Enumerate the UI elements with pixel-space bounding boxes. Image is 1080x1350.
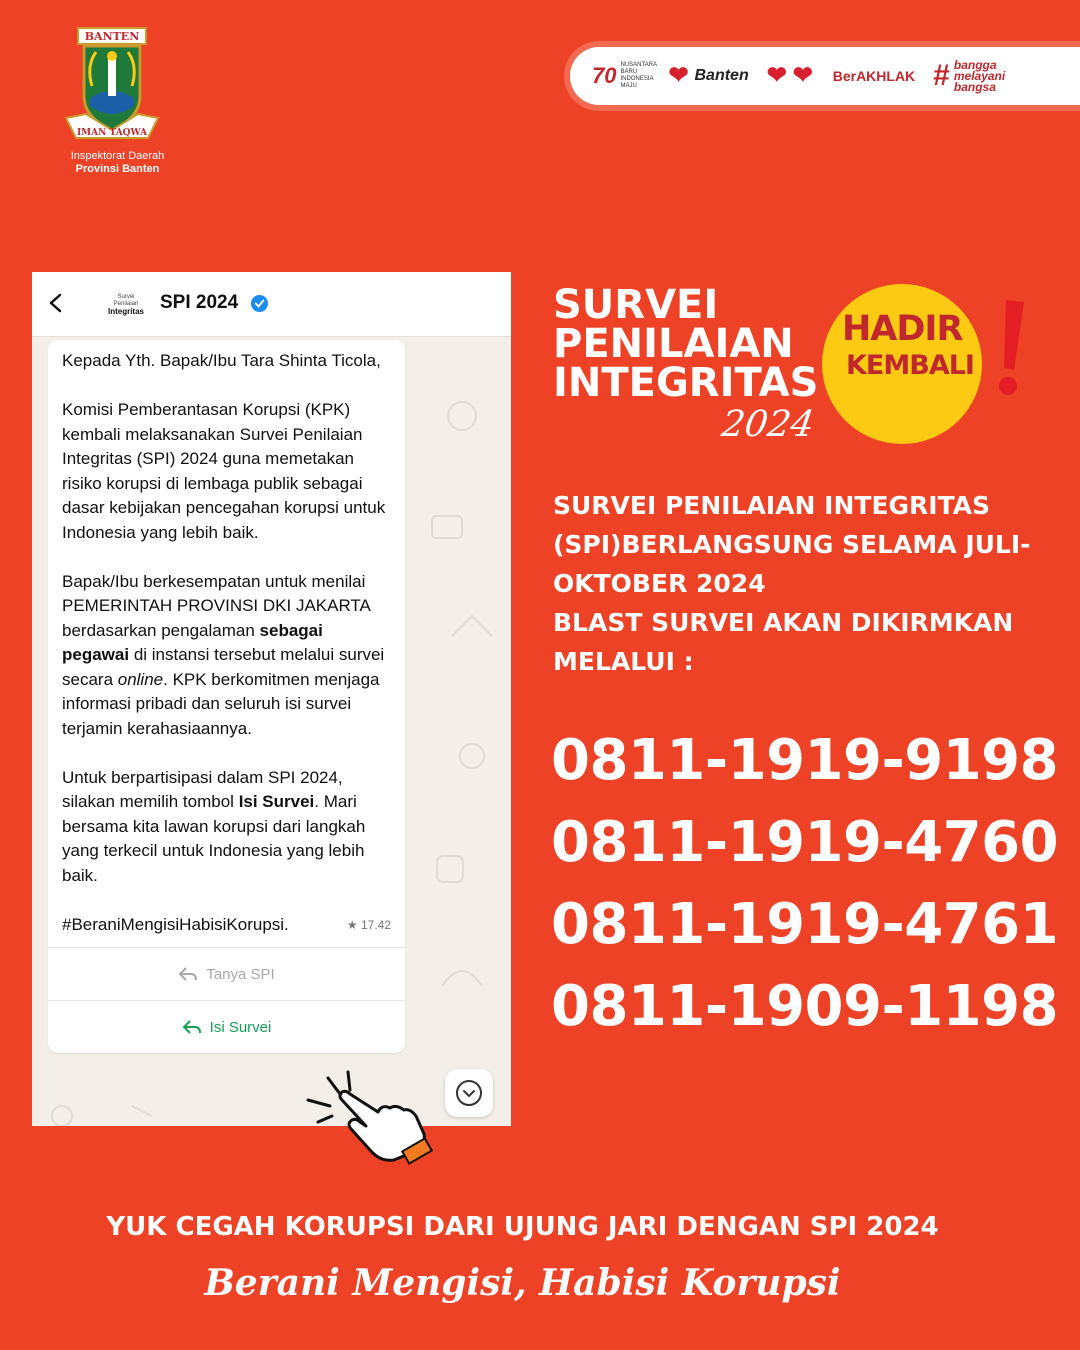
avatar-line1: Survei: [117, 294, 135, 300]
message-paragraph-3: Bapak/Ibu berkesempatan untuk menilai PEMERINTAH PROVINSI DKI JAKARTA berdasarkan pengalaman sebagai pegawai di instansi tersebut melalui survei secara online. KPK berkomitmen menjaga informasi pribadi dan seluruh isi survei terjamin kerahasiaannya.: [62, 571, 385, 738]
org-line1: Inspektorat Daerah: [70, 150, 165, 162]
sponsor-berakhlak-logo: [833, 68, 915, 84]
melayani-word: melayani: [953, 68, 1006, 83]
title-line1: SURVEI: [553, 282, 719, 328]
title-line2: PENILAIAN: [553, 321, 794, 367]
avatar-line3: Integritas: [107, 307, 144, 316]
verified-badge-icon: [250, 294, 269, 313]
badge-line1: HADIR: [842, 309, 963, 349]
message-paragraph-1: Kepada Yth. Bapak/Ibu Tara Shinta Ticola,: [62, 351, 381, 370]
bangga-word: bangga: [953, 57, 997, 72]
badge-line2: KEMBALI: [846, 350, 974, 381]
sponsor-bangga-logo: [933, 57, 1006, 94]
reply-icon: [182, 1019, 202, 1035]
phone-number-list: [551, 720, 1058, 1048]
info-line4: BLAST SURVEI AKAN DIKIRMKAN: [553, 608, 1014, 637]
message-bubble: [48, 340, 405, 1053]
message-time: ★ 17.42: [346, 917, 391, 932]
phone-number: 0811-1919-4760: [551, 810, 1059, 875]
avatar[interactable]: [102, 286, 150, 322]
survey-info: [553, 486, 1053, 681]
message-text: [48, 340, 405, 937]
avatar-line2: Penilaian: [113, 301, 139, 307]
sponsor-berakhlak-text: BerAKHLAK: [832, 68, 916, 84]
exclamation-icon: [996, 298, 1026, 400]
footer-slogan: YUK CEGAH KORUPSI DARI UJUNG JARI DENGAN SPI 2024: [106, 1212, 939, 1242]
phone-number: 0811-1909-1198: [551, 974, 1059, 1039]
info-line5: MELALUI :: [553, 647, 694, 676]
tanya-spi-label: Tanya SPI: [206, 965, 275, 983]
survey-title: [553, 282, 819, 406]
chat-title[interactable]: SPI 2024: [160, 292, 239, 313]
message-paragraph-2: Komisi Pemberantasan Korupsi (KPK) kembali melaksanakan Survei Penilaian Integritas (SPI) 2024 guna memetakan risiko korupsi di lembaga publik sebagai dasar kebijakan pencegahan korupsi untuk Indonesia yang lebih baik.: [62, 400, 386, 542]
sponsor-70-logo: [592, 62, 657, 90]
info-line3: OKTOBER 2024: [553, 569, 766, 598]
heart-icon: ❤: [668, 62, 689, 89]
footer-tagline: Berani Mengisi, Habisi Korupsi: [204, 1262, 841, 1304]
reply-icon: [178, 966, 198, 982]
title-line3: INTEGRITAS: [553, 360, 819, 406]
heart-icon: ❤: [766, 62, 787, 89]
bangsa-word: bangsa: [953, 79, 996, 94]
isi-survei-button[interactable]: [48, 1000, 405, 1053]
scroll-down-button[interactable]: [445, 1069, 493, 1117]
logo-top-text: BANTEN: [84, 30, 140, 43]
tanya-spi-button[interactable]: [48, 947, 405, 1000]
sponsor-banten-logo: [668, 62, 749, 89]
phone-number: 0811-1919-4761: [551, 892, 1059, 957]
sponsor-bar: [570, 47, 1080, 105]
back-arrow-icon[interactable]: [46, 292, 68, 314]
isi-survei-label: Isi Survei: [209, 1018, 272, 1036]
sponsor-bbi-logo: [766, 62, 815, 89]
sponsor-70-text: 70: [592, 63, 617, 88]
sponsor-70-subtext: NUSANTARA BARU INDONESIA MAJU: [620, 62, 657, 89]
chat-header: [32, 272, 511, 337]
banten-crest-icon: [62, 26, 162, 146]
info-line1: SURVEI PENILAIAN INTEGRITAS: [553, 491, 991, 520]
pointing-hand-icon: [300, 1070, 435, 1165]
message-paragraph-5: [62, 913, 391, 938]
info-line2: (SPI)BERLANGSUNG SELAMA JULI-: [553, 530, 1031, 559]
phone-number: 0811-1919-9198: [551, 728, 1059, 793]
chevron-down-icon: [455, 1079, 483, 1107]
sponsor-banten-text: Banten: [694, 67, 749, 84]
hashtag-icon: #: [933, 59, 950, 92]
chat-screenshot: [32, 272, 511, 1126]
hashtag-text: #BeraniMengisiHabisiKorupsi.: [62, 914, 289, 934]
org-caption: [50, 150, 185, 176]
heart-icon: ❤: [792, 62, 813, 89]
title-year: 2024: [719, 404, 817, 445]
message-paragraph-4: Untuk berpartisipasi dalam SPI 2024, silakan memilih tombol Isi Survei. Mari bersama kita lawan korupsi dari langkah yang terkecil untuk Indonesia yang lebih baik.: [62, 767, 366, 885]
org-line2: Provinsi Banten: [75, 163, 160, 175]
logo-bottom-text: IMAN TAQWA: [76, 128, 148, 138]
